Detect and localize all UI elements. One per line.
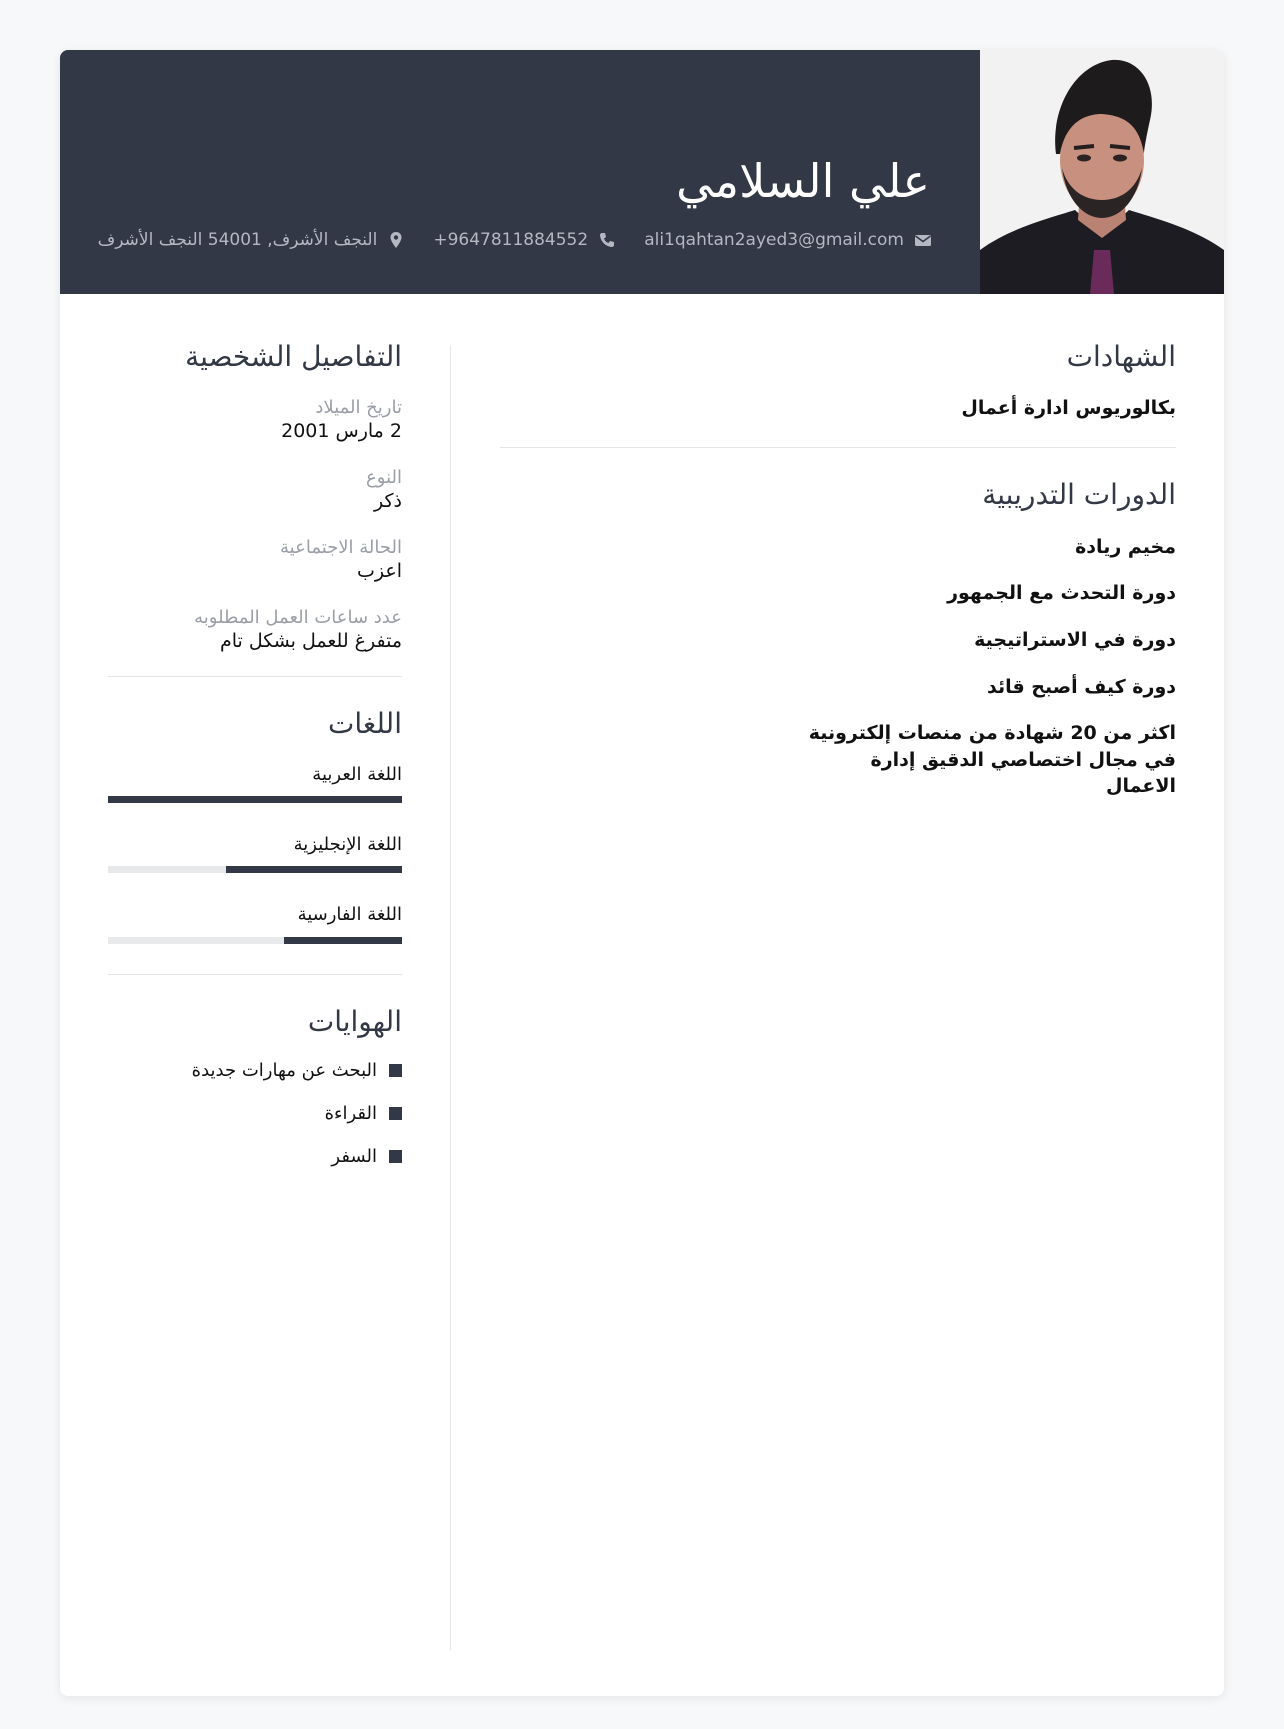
contact-phone[interactable]	[433, 230, 616, 250]
language-item	[108, 763, 402, 803]
contact-address	[98, 230, 406, 250]
course-item: دورة التحدث مع الجمهور	[947, 582, 1176, 605]
envelope-icon	[914, 231, 932, 249]
birthdate-value: 2 مارس 2001	[281, 419, 402, 442]
detail-item	[108, 606, 402, 654]
phone-icon	[598, 231, 616, 249]
main-column	[500, 340, 1176, 820]
languages-title: اللغات	[328, 706, 402, 740]
course-item: دورة في الاستراتيجية	[974, 629, 1176, 652]
detail-item	[108, 536, 402, 584]
language-name: اللغة الفارسية	[297, 904, 402, 926]
contact-email[interactable]	[644, 230, 932, 250]
language-name: اللغة الإنجليزية	[293, 833, 402, 855]
hobby-item	[108, 1060, 402, 1081]
full-name: علي السلامي	[676, 154, 930, 208]
marital-status-label: الحالة الاجتماعية	[280, 536, 402, 558]
marital-status-value: اعزب	[357, 560, 402, 583]
language-level-fill	[284, 937, 402, 944]
detail-item	[108, 396, 402, 444]
hobbies-title: الهوايات	[307, 1004, 402, 1038]
hobby-item	[108, 1146, 402, 1167]
sidebar-column	[108, 340, 402, 1189]
course-item: دورة كيف أصبح قائد	[987, 675, 1176, 698]
detail-item	[108, 466, 402, 514]
language-item	[108, 903, 402, 943]
square-bullet-icon	[389, 1150, 402, 1163]
contact-row	[98, 230, 932, 250]
work-hours-label: عدد ساعات العمل المطلوبه	[194, 606, 402, 628]
hobby-text: البحث عن مهارات جديدة	[191, 1060, 377, 1082]
course-item: اكثر من 20 شهادة من منصات إلكترونية في مجال اختصاصي الدقيق إدارة الاعمال	[808, 722, 1176, 798]
certificates-title: الشهادات	[1066, 340, 1176, 373]
language-level-bar	[108, 866, 402, 873]
section-divider	[500, 447, 1176, 448]
courses-title: الدورات التدريبية	[982, 478, 1176, 512]
section-divider	[108, 676, 402, 677]
language-level-bar	[108, 937, 402, 944]
language-name: اللغة العربية	[312, 763, 402, 785]
work-hours-value: متفرغ للعمل بشكل تام	[219, 630, 402, 653]
language-level-fill	[108, 796, 402, 803]
resume-card	[60, 50, 1224, 1696]
address-text: النجف الأشرف, 54001 النجف الأشرف	[97, 230, 378, 250]
personal-details-title: التفاصيل الشخصية	[185, 340, 402, 373]
square-bullet-icon	[389, 1064, 402, 1077]
map-pin-icon	[387, 231, 405, 249]
gender-value: ذكر	[374, 490, 402, 513]
course-item: مخيم ريادة	[1075, 535, 1176, 558]
phone-text: +9647811884552	[433, 230, 589, 250]
email-text: ali1qahtan2ayed3@gmail.com	[644, 230, 904, 250]
birthdate-label: تاريخ الميلاد	[315, 396, 402, 418]
gender-label: النوع	[366, 466, 402, 488]
square-bullet-icon	[389, 1107, 402, 1120]
language-item	[108, 833, 402, 873]
language-level-fill	[226, 866, 402, 873]
profile-photo	[980, 50, 1224, 294]
hobby-item	[108, 1103, 402, 1124]
hobby-text: السفر	[331, 1146, 377, 1168]
certificate-item: بكالوريوس ادارة أعمال	[961, 396, 1176, 419]
section-divider	[108, 974, 402, 975]
hobby-text: القراءة	[324, 1103, 377, 1125]
column-divider	[450, 345, 451, 1650]
resume-header	[60, 50, 980, 294]
language-level-bar	[108, 796, 402, 803]
